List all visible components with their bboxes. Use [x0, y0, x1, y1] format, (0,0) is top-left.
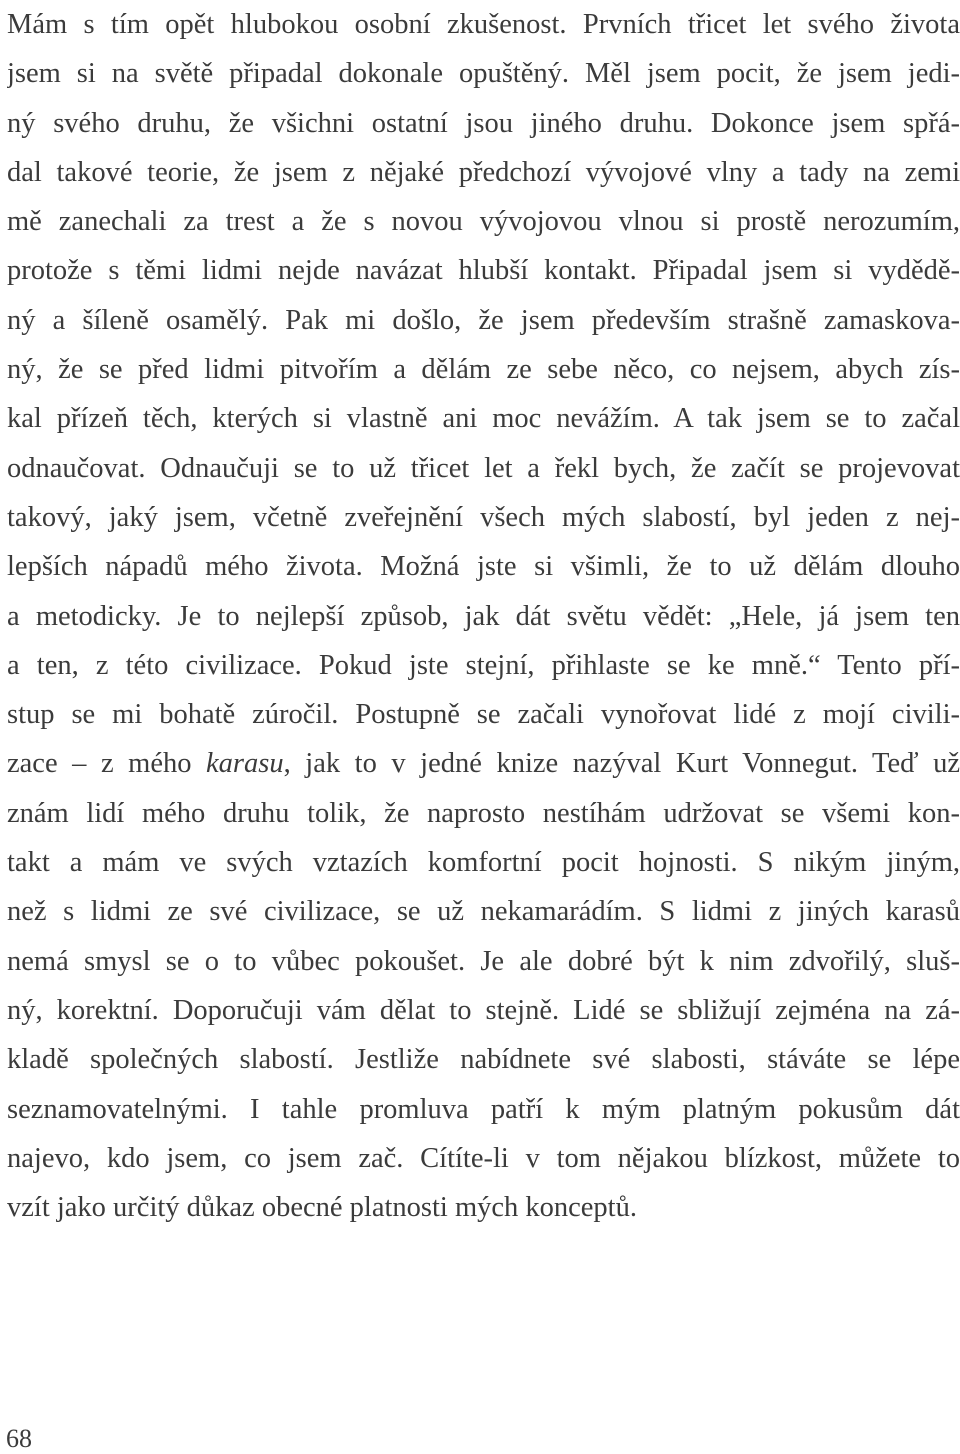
text-line-last: vzít jako určitý důkaz obecné platnosti mých konceptů.: [7, 1192, 637, 1224]
text-line: mě zanechali za trest a že s novou vývojovou vlnou si prostě nerozumím,: [7, 206, 960, 238]
text-line: Mám s tím opět hlubokou osobní zkušenost. Prvních třicet let svého života: [7, 9, 960, 40]
text-line: stup se mi bohatě zúročil. Postupně se začali vynořovat lidé z mojí civili-: [7, 699, 960, 731]
italic-term: karasu: [206, 748, 284, 780]
text-line: takový, jaký jsem, včetně zveřejnění všech mých slabostí, byl jeden z nej-: [7, 501, 960, 533]
text-line: najevo, kdo jsem, co jsem zač. Cítíte-li v tom nějakou blízkost, můžete to: [7, 1142, 960, 1174]
text-line: ný a šíleně osamělý. Pak mi došlo, že jsem především strašně zamaskova-: [7, 304, 960, 336]
page-number: 68: [6, 1424, 32, 1453]
text-line: a metodicky. Je to nejlepší způsob, jak dát světu vědět: „Hele, já jsem ten: [7, 600, 960, 632]
text-line: a ten, z této civilizace. Pokud jste stejní, přihlaste se ke mně.“ Tento pří-: [7, 649, 960, 681]
text-line: kladě společných slabostí. Jestliže nabídnete své slabosti, stáváte se lépe: [7, 1044, 960, 1076]
text-line: než s lidmi ze své civilizace, se už nekamarádím. S lidmi z jiných karasů: [7, 896, 960, 928]
text-segment: , jak to v jedné knize nazýval Kurt Vonnegut. Teď už: [283, 748, 960, 780]
text-segment: zace – z mého: [7, 748, 207, 780]
text-line: protože s těmi lidmi nejde navázat hlubší kontakt. Připadal jsem si vydědě-: [7, 255, 960, 287]
text-line: jsem si na světě připadal dokonale opuštěný. Měl jsem pocit, že jsem jedi-: [7, 58, 960, 90]
text-line: takt a mám ve svých vztazích komfortní pocit hojnosti. S nikým jiným,: [7, 847, 960, 879]
text-line: lepších nápadů mého života. Možná jste si všimli, že to už dělám dlouho: [7, 551, 960, 583]
text-line: kal přízeň těch, kterých si vlastně ani moc nevážím. A tak jsem se to začal: [7, 403, 960, 435]
text-line: odnaučovat. Odnaučuji se to už třicet let a řekl bych, že začít se projevovat: [7, 452, 960, 484]
text-line: ný, korektní. Doporučuji vám dělat to stejně. Lidé se sbližují zejména na zá-: [7, 994, 960, 1026]
text-line: seznamovatelnými. I tahle promluva patří k mým platným pokusům dát: [7, 1093, 960, 1125]
text-line-with-italic: [7, 739, 960, 788]
text-line: ný, že se před lidmi pitvořím a dělám ze sebe něco, co nejsem, abych zís-: [7, 354, 960, 386]
body-text: [7, 0, 960, 1232]
text-line: dal takové teorie, že jsem z nějaké předchozí vývojové vlny a tady na zemi: [7, 156, 960, 188]
text-line: ný svého druhu, že všichni ostatní jsou jiného druhu. Dokonce jsem spřá-: [7, 107, 960, 139]
text-line: znám lidí mého druhu tolik, že naprosto nestíhám udržovat se všemi kon-: [7, 797, 960, 829]
text-line: nemá smysl se o to vůbec pokoušet. Je ale dobré být k nim zdvořilý, sluš-: [7, 945, 960, 977]
